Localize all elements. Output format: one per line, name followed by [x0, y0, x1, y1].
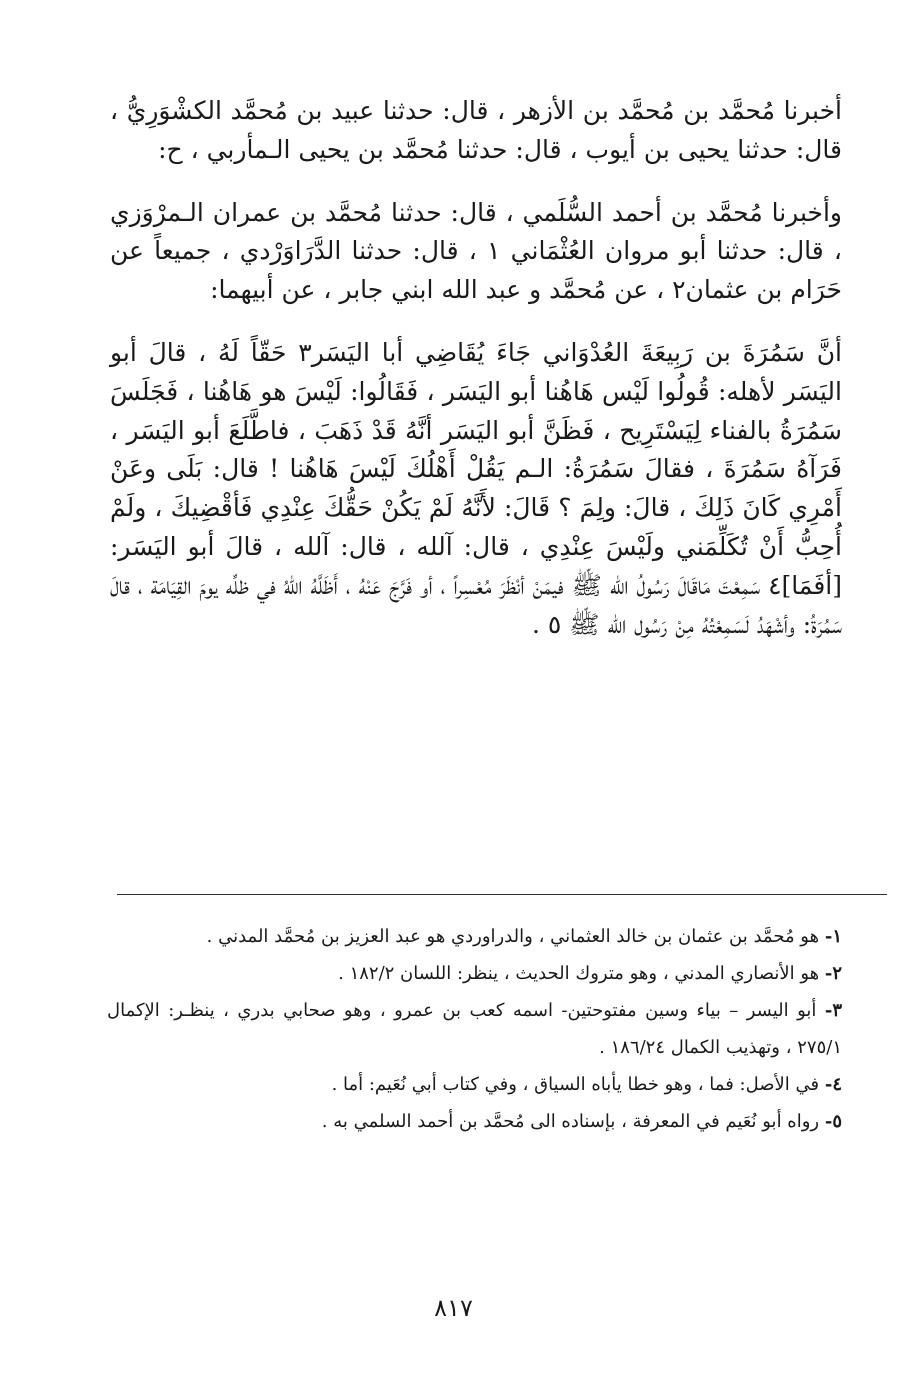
footnotes — [107, 918, 842, 1140]
footnote-4 — [107, 1066, 842, 1103]
footnote-1 — [107, 918, 842, 955]
footnote-number: ٢- — [824, 963, 842, 984]
isnad-paragraph-2: وأخبرنا مُحمَّد بن أحمد السُّلَمي ، قال: حدثنا مُحمَّد بن عمران الـمرْوَزي ، قال: حدثنا أبو مروان العُثْمَاني ١ ، قال: حدثنا الدَّرَاوَرْدي ، جميعاً عن حَرَام بن عثمان٢ ، عن مُحمَّد و عبد الله ابني جابر ، عن أبيهما: — [110, 197, 843, 305]
footnote-3 — [107, 992, 842, 1066]
footnote-text: رواه أبو نُعَيم في المعرفة ، بإسناده الى مُحمَّد بن أحمد السلمي به . — [321, 1111, 820, 1132]
page-number: ٨١٧ — [434, 1294, 473, 1322]
footnote-number: ٤- — [824, 1074, 842, 1095]
hadith-paragraph: أنَّ سَمُرَةَ بن رَبِيعَةَ العُدْوَاني جَاءَ يُقَاضِي أبا اليَسَر٣ حَقّاً لَهُ ، قالَ أبو اليَسَر لأهله: قُولُوا لَيْس هَاهُنا أبو اليَسَر ، فَقَالُوا: لَيْسَ هو هَاهُنا ، فَجَلَسَ سَمُرَةُ بالفناء لِيَسْتَرِيح ، فَظَنَّ أبو اليَسَر أنَّهُ قَدْ ذَهَبَ ، فاطَّلَعَ أبو اليَسَر ، فَرَآهُ سَمُرَةَ ، فقالَ سَمُرَةُ: الـم يَقُلْ أَهْلُكَ لَيْسَ هَاهُنا ! قال: بَلَى وعَنْ أَمْرِي كَانَ ذَلِكَ ، قالَ: ولِمَ ؟ قَالَ: لأَنَّهُ لَمْ يَكُنْ حَقُّكَ عِنْدِي فَأقْضِيكَ ، ولَمْ أُحِبُّ أَنْ تُكَلِّمَني ولَيْسَ عِنْدِي ، قال: آلله ، قال: آلله ، قالَ أبو اليَسَر: [أفَمَا]٤ سَمِعْتَ مَاقَالَ رَسُولُ الله ﷺ فيمَنْ أنْظَرَ مُعْسِراً ، أو فَرَّجَ عَنْهُ ، أَظَلَّهُ اللهُ في ظلِّه يومَ القِيَامَة ، قالَ سَمُرَةُ: وأشْهَدُ لَسَمِعْتُهُ مِنْ رَسُول الله ﷺ ٥ . — [110, 337, 842, 639]
isnad-paragraph-1: أخبرنا مُحمَّد بن مُحمَّد بن الأزهر ، قال: حدثنا عبيد بن مُحمَّد الكشْوَرِيُّ ، قال: حدثنا يحيى بن أيوب ، قال: حدثنا مُحمَّد بن يحيى الـمأربي ، ح: — [110, 96, 842, 164]
footnote-text: في الأصل: فما ، وهو خطا يأباه السياق ، وفي كتاب أبي نُعَيم: أما . — [331, 1074, 820, 1095]
footnote-text: هو الأنصاري المدني ، وهو متروك الحديث ، ينظر: اللسان ١٨٢/٢ . — [338, 963, 820, 984]
footnote-5 — [107, 1103, 842, 1140]
footnote-text: هو مُحمَّد بن عثمان بن خالد العثماني ، والدراوردي هو عبد العزيز بن مُحمَّد المدني . — [206, 926, 820, 947]
main-text — [110, 92, 842, 644]
footnote-2 — [107, 955, 842, 992]
footnote-number: ١- — [824, 926, 842, 947]
footnote-text: أبو اليسر – بياء وسين مفتوحتين- اسمه كعب بن عمرو ، وهو صحابي بدري ، ينظـر: الإكمال ٢٧٥/١ ، وتهذيب الكمال ١٨٦/٢٤ . — [107, 1000, 842, 1058]
footnote-number: ٣- — [824, 1000, 842, 1021]
footnote-divider — [117, 894, 887, 895]
footnote-number: ٥- — [824, 1111, 842, 1132]
